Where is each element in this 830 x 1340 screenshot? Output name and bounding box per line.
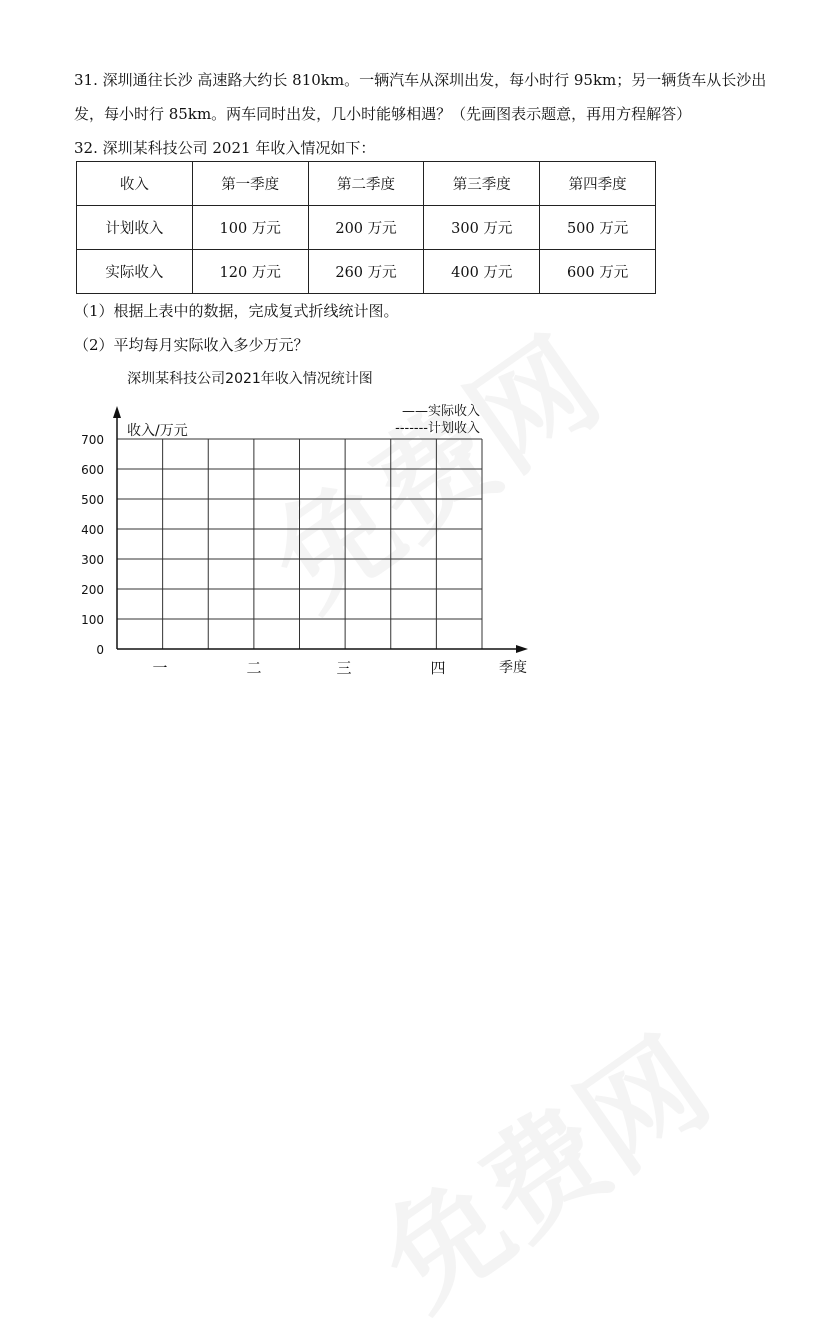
table-cell: 200 万元	[308, 206, 424, 250]
table-row	[77, 250, 656, 294]
x-tick-label: 四	[430, 659, 446, 677]
y-tick-label: 500	[81, 493, 104, 507]
x-tick-label: 二	[246, 659, 262, 677]
y-tick-label: 600	[81, 463, 104, 477]
table-row	[77, 206, 656, 250]
q32-intro: 32. 深圳某科技公司 2021 年收入情况如下：	[74, 139, 376, 157]
income-table	[76, 161, 656, 294]
x-axis-arrow	[516, 645, 528, 653]
q32-sub1: （1）根据上表中的数据，完成复式折线统计图。	[74, 302, 399, 320]
legend-entry: ——实际收入	[401, 404, 480, 419]
x-tick-label: 三	[336, 659, 352, 677]
y-tick-label: 100	[81, 613, 104, 627]
table-cell: 第四季度	[540, 162, 656, 206]
watermark-bottom	[343, 992, 737, 1339]
legend-entry: -------计划收入	[395, 421, 480, 436]
table-cell: 收入	[77, 162, 193, 206]
y-tick-label: 700	[81, 433, 104, 447]
table-cell: 600 万元	[540, 250, 656, 294]
y-tick-label: 300	[81, 553, 104, 567]
y-axis-label: 收入/万元	[127, 423, 188, 439]
y-axis-arrow	[113, 406, 121, 418]
income-chart	[80, 366, 550, 686]
table-cell: 实际收入	[77, 250, 193, 294]
table-cell: 第三季度	[424, 162, 540, 206]
table-cell: 100 万元	[192, 206, 308, 250]
table-cell: 第一季度	[192, 162, 308, 206]
table-header-row	[77, 162, 656, 206]
table-cell: 计划收入	[77, 206, 193, 250]
y-tick-label: 200	[81, 583, 104, 597]
q31-line2: 发，每小时行 85km。两车同时出发，几小时能够相遇？（先画图表示题意，再用方程解答）	[74, 105, 692, 123]
x-axis-label: 季度	[499, 660, 527, 676]
table-cell: 260 万元	[308, 250, 424, 294]
q32-sub2: （2）平均每月实际收入多少万元？	[74, 336, 309, 354]
q31-line1: 31. 深圳通往长沙 高速路大约长 810km。一辆汽车从深圳出发，每小时行 95km；另一辆货车从长沙出	[74, 71, 767, 89]
chart-svg	[80, 366, 550, 686]
y-tick-label: 400	[81, 523, 104, 537]
table-cell: 120 万元	[192, 250, 308, 294]
table-cell: 500 万元	[540, 206, 656, 250]
y-tick-label: 0	[96, 643, 104, 657]
x-tick-label: 一	[152, 659, 168, 677]
table-cell: 第二季度	[308, 162, 424, 206]
chart-title: 深圳某科技公司2021年收入情况统计图	[127, 371, 373, 387]
table-cell: 300 万元	[424, 206, 540, 250]
table-cell: 400 万元	[424, 250, 540, 294]
